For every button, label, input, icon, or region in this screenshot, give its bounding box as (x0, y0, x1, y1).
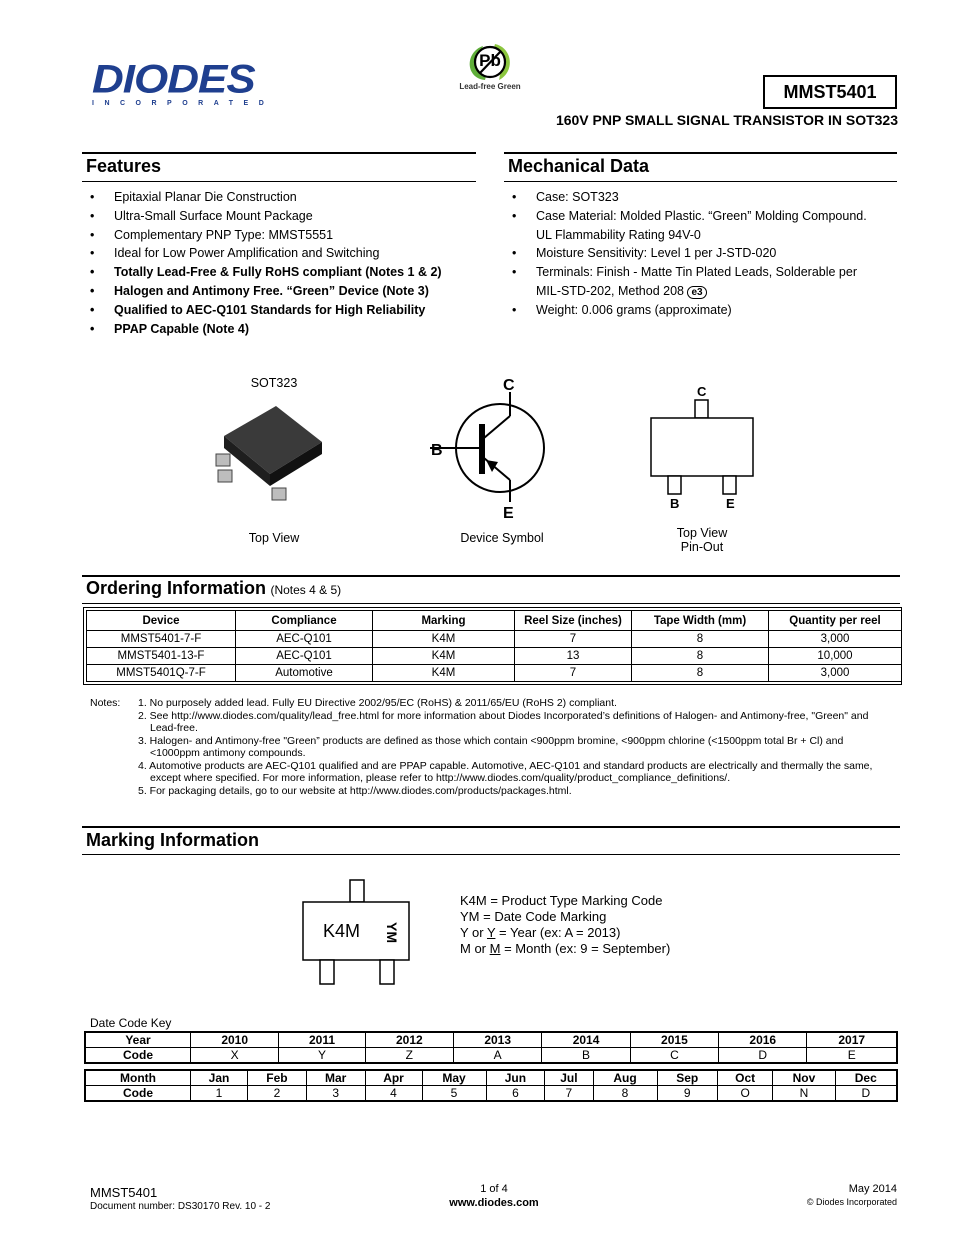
year-cell: 2010 (191, 1032, 279, 1048)
code-cell: 5 (422, 1086, 486, 1102)
legend-line: Y or Y = Year (ex: A = 2013) (460, 925, 621, 940)
table-cell: K4M (373, 665, 515, 682)
footer-page: 1 of 4 (480, 1183, 508, 1195)
logo-subtext: INCORPORATED (92, 100, 275, 107)
date-code-key-title: Date Code Key (90, 1016, 172, 1030)
mechanical-title: Mechanical Data (508, 156, 650, 176)
legend-line: YM = Date Code Marking (460, 909, 607, 924)
footer-copyright: © Diodes Incorporated (806, 1197, 897, 1207)
code-cell: 9 (657, 1086, 718, 1102)
footer-date: May 2014 (848, 1183, 897, 1195)
list-item: • Ideal for Low Power Amplification and Switching (86, 244, 476, 263)
ordering-top-rule (82, 575, 900, 577)
code-label: Code (85, 1086, 191, 1102)
year-cell: 2011 (279, 1032, 365, 1048)
pinout-e-label: E (726, 496, 735, 511)
table-header-cell: Quantity per reel (769, 611, 902, 631)
table-header-row (87, 611, 902, 631)
table-cell: K4M (373, 648, 515, 665)
month-label: Month (85, 1070, 191, 1086)
table-header-cell: Device (87, 611, 236, 631)
code-cell: 6 (486, 1086, 545, 1102)
features-top-rule (82, 152, 476, 154)
overlined-y: Y (486, 925, 496, 940)
code-cell: 3 (306, 1086, 365, 1102)
code-cell: A (454, 1048, 542, 1064)
list-item: • Case: SOT323 (508, 188, 878, 207)
legend-line: K4M = Product Type Marking Code (460, 893, 663, 908)
table-header-cell: Tape Width (mm) (632, 611, 769, 631)
code-cell: 2 (248, 1086, 307, 1102)
table-cell: MMST5401Q-7-F (87, 665, 236, 682)
lead-free-badge (455, 40, 525, 96)
ordering-title: Ordering Information (86, 578, 266, 598)
ordering-heading (86, 578, 341, 599)
code-cell: Y (279, 1048, 365, 1064)
month-cell: Mar (306, 1070, 365, 1086)
table-cell: Automotive (236, 665, 373, 682)
year-cell: 2017 (807, 1032, 897, 1048)
badge-label: Lead-free Green (459, 82, 521, 91)
year-cell: 2016 (719, 1032, 807, 1048)
code-label: Code (85, 1048, 191, 1064)
table-cell: 7 (515, 631, 632, 648)
note-item: 5. For packaging details, go to our website at http://www.diodes.com/products/packages.html. (138, 784, 572, 797)
month-cell: Nov (773, 1070, 835, 1086)
part-number-box: MMST5401 (763, 75, 897, 109)
code-cell: N (773, 1086, 835, 1102)
table-cell: 8 (632, 648, 769, 665)
table-row (85, 1032, 897, 1048)
code-cell: B (542, 1048, 630, 1064)
legend-line: M or M = Month (ex: 9 = September) (460, 941, 671, 956)
code-cell: O (718, 1086, 773, 1102)
pinout-caption-1: Top View (676, 526, 728, 540)
code-cell: X (191, 1048, 279, 1064)
list-item: • Ultra-Small Surface Mount Package (86, 207, 476, 226)
list-item: • Weight: 0.006 grams (approximate) (508, 301, 878, 320)
table-row (87, 665, 902, 682)
table-cell: 10,000 (769, 648, 902, 665)
notes-list (138, 697, 886, 797)
underlined-m: M (489, 941, 501, 956)
table-row (85, 1070, 897, 1086)
marking-bottom-rule (82, 854, 900, 855)
note-item: 2. See http://www.diodes.com/quality/lead_free.html for more information about Diodes Incorporated’s definitions of Halogen- and Antimony-free, "Green" and Lead-free. (138, 709, 869, 734)
mechanical-list (508, 188, 878, 320)
features-list (86, 188, 476, 338)
code-cell: 8 (593, 1086, 657, 1102)
code-cell: 4 (365, 1086, 422, 1102)
package-caption: Top View (248, 531, 300, 545)
table-header-cell: Reel Size (inches) (515, 611, 632, 631)
table-cell: 8 (632, 665, 769, 682)
ordering-bottom-rule (82, 603, 900, 604)
month-cell: Apr (365, 1070, 422, 1086)
transistor-symbol (430, 378, 570, 518)
table-cell: 7 (515, 665, 632, 682)
list-item: • Halogen and Antimony Free. “Green” Device (Note 3) (86, 282, 476, 301)
list-item: • Epitaxial Planar Die Construction (86, 188, 476, 207)
package-label: SOT323 (250, 376, 298, 390)
marking-title: Marking Information (86, 830, 260, 850)
table-cell: K4M (373, 631, 515, 648)
features-bottom-rule (82, 181, 476, 182)
code-cell: D (719, 1048, 807, 1064)
e3-mark: e3 (687, 286, 706, 299)
month-cell: Feb (248, 1070, 307, 1086)
month-cell: Jan (191, 1070, 248, 1086)
table-cell: MMST5401-7-F (87, 631, 236, 648)
year-cell: 2012 (365, 1032, 453, 1048)
code-cell: 1 (191, 1086, 248, 1102)
list-item: • Qualified to AEC-Q101 Standards for High Reliability (86, 301, 476, 320)
year-cell: 2015 (630, 1032, 718, 1048)
terminals-text: Terminals: Finish - Matte Tin Plated Leads, Solderable per MIL-STD-202, Method 208 (536, 265, 857, 298)
note-item: 4. Automotive products are AEC-Q101 qualified and are PPAP capable. Automotive, AEC-Q101 and standard products are electrically and thermally the same, except where specified. For more information, please refer to http://www.diodes.com/quality/product_compliance_definitions/. (138, 759, 873, 784)
logo-text: DIODES (92, 57, 255, 102)
month-cell: Aug (593, 1070, 657, 1086)
month-cell: Jun (486, 1070, 545, 1086)
month-cell: Dec (835, 1070, 897, 1086)
list-item: • Totally Lead-Free & Fully RoHS compliant (Notes 1 & 2) (86, 263, 476, 282)
table-row (85, 1048, 897, 1064)
ordering-title-note: (Notes 4 & 5) (270, 583, 342, 597)
company-logo (92, 57, 275, 118)
marking-top-rule (82, 826, 900, 828)
marking-chip-date: YM (384, 922, 400, 943)
marking-chip-code: K4M (323, 921, 361, 941)
mechanical-bottom-rule (504, 181, 897, 182)
symbol-caption: Device Symbol (460, 531, 544, 545)
list-item (508, 263, 878, 301)
pinout-c-label: C (697, 384, 707, 399)
table-cell: 13 (515, 648, 632, 665)
pinout-b-label: B (670, 496, 680, 511)
ordering-table (86, 610, 902, 682)
footer-website: www.diodes.com (449, 1197, 539, 1209)
table-row (85, 1086, 897, 1102)
table-header-cell: Compliance (236, 611, 373, 631)
table-cell: MMST5401-13-F (87, 648, 236, 665)
table-cell: AEC-Q101 (236, 648, 373, 665)
code-cell: E (807, 1048, 897, 1064)
list-item: • Case Material: Molded Plastic. “Green” Molding Compound. UL Flammability Rating 94V-0 (508, 207, 878, 245)
list-item: • PPAP Capable (Note 4) (86, 320, 476, 339)
table-header-cell: Marking (373, 611, 515, 631)
list-item: • Moisture Sensitivity: Level 1 per J-STD-020 (508, 244, 878, 263)
badge-symbol: Pb (479, 51, 501, 70)
symbol-emitter-label: E (503, 505, 514, 522)
table-cell: AEC-Q101 (236, 631, 373, 648)
month-cell: Oct (718, 1070, 773, 1086)
code-cell: C (630, 1048, 718, 1064)
note-item: 1. No purposely added lead. Fully EU Directive 2002/95/EC (RoHS) & 2011/65/EU (RoHS 2) compliant. (138, 697, 617, 709)
marking-legend (460, 893, 720, 957)
notes-label: Notes: (90, 697, 121, 709)
code-cell: Z (365, 1048, 453, 1064)
year-cell: 2014 (542, 1032, 630, 1048)
note-item: 3. Halogen- and Antimony-free "Green” products are defined as those which contain <900ppm bromine, <900ppm chlorine (<1500ppm total Br + Cl) and <1000ppm antimony compounds. (138, 734, 844, 759)
year-code-table (84, 1031, 898, 1064)
year-label: Year (85, 1032, 191, 1048)
year-cell: 2013 (454, 1032, 542, 1048)
sot323-package-image (210, 398, 330, 508)
month-cell: May (422, 1070, 486, 1086)
table-cell: 3,000 (769, 631, 902, 648)
month-cell: Sep (657, 1070, 718, 1086)
table-cell: 8 (632, 631, 769, 648)
features-title: Features (86, 156, 162, 176)
list-item: • Complementary PNP Type: MMST5551 (86, 226, 476, 245)
footer-doc-number: Document number: DS30170 Rev. 10 - 2 (90, 1201, 271, 1212)
symbol-base-label: B (431, 442, 443, 459)
pinout-caption-2: Pin-Out (680, 540, 724, 554)
month-cell: Jul (545, 1070, 593, 1086)
pinout-diagram (642, 398, 762, 498)
subtitle: 160V PNP SMALL SIGNAL TRANSISTOR IN SOT323 (555, 112, 898, 128)
month-code-table (84, 1069, 898, 1102)
table-cell: 3,000 (769, 665, 902, 682)
mechanical-top-rule (504, 152, 897, 154)
symbol-collector-label: C (503, 377, 515, 394)
code-cell: 7 (545, 1086, 593, 1102)
table-row (87, 631, 902, 648)
table-row (87, 648, 902, 665)
code-cell: D (835, 1086, 897, 1102)
footer-part: MMST5401 (90, 1185, 158, 1200)
